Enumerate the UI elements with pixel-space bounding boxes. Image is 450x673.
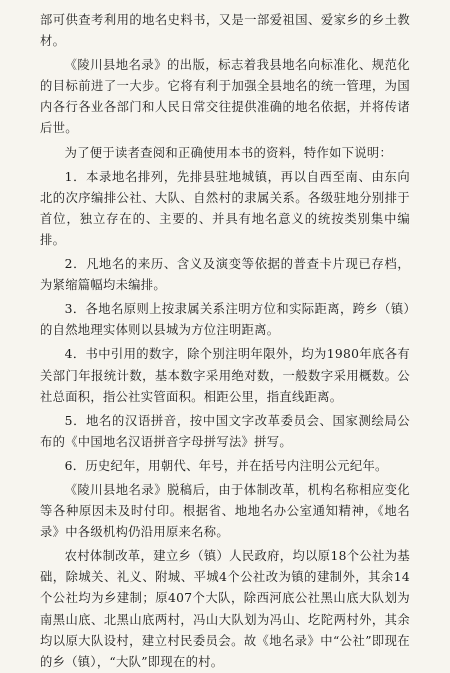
note-3-distance: 3．各地名原则上按隶属关系注明方位和实际距离，跨乡（镇）的自然地理实体则以县城为方位注明距离。: [40, 302, 410, 338]
note-1-arrangement: 1．本录地名排列，先排县驻地城镇，再以自西至南、由东向北的次序编排公社、大队、自然村的隶属关系。各级驻地分别排于首位，独立存在的、主要的、并具有地名意义的统按类别集中编排。: [40, 169, 410, 247]
note-5-pinyin: 5．地名的汉语拼音，按中国文字改革委员会、国家测绘局公布的《中国地名汉语拼音字母拼写法》拼写。: [40, 413, 410, 449]
paragraph-continuation: 部可供查考利用的地名史料书，又是一部爱祖国、爱家乡的乡土教材。: [40, 13, 410, 49]
note-4-statistics: 4．书中引用的数字，除个别注明年限外，均为1980年底各有关部门年报统计数，基本数字采用绝对数，一般数字采用概数。公社总面积，指公社实管面积。相距公里，指直线距离。: [40, 347, 410, 404]
note-2-origins: 2．凡地名的来历、含义及演变等依据的普查卡片现已存档，为紧缩篇幅均未编排。: [40, 257, 410, 293]
note-6-chronology: 6．历史纪年，用朝代、年号，并在括号内注明公元纪年。: [64, 458, 388, 473]
paragraph-usage-intro: 为了便于读者查阅和正确使用本书的资料，特作如下说明：: [64, 145, 393, 160]
paragraph-publication-significance: 《陵川县地名录》的出版，标志着我县地名向标准化、规范化的目标前进了一大步。它将有利于加强全县地名的统一管理，为国内各行各业各部门和人民日常交往提供准确的地名依据，并将传诸后世。: [40, 58, 410, 136]
paragraph-rural-reform: 农村体制改革，建立乡（镇）人民政府，均以原18个公社为基础，除城关、礼义、附城、平城4个公社改为镇的建制外，其余14个公社均为乡建制；原407个大队，除西河底公社黑山底大队划为南黑山底、北黑山底两村，冯山大队划为冯山、圪陀两村外，其余均以原大队设村，建立村民委员会。故《地名录》中“公社”即现在的乡（镇），“大队”即现在的村。: [40, 549, 410, 669]
paragraph-institution-names: 《陵川县地名录》脱稿后，由于体制改革，机构名称相应变化等各种原因未及时付印。根据省、地地名办公室通知精神，《地名录》中各级机构仍沿用原来名称。: [40, 482, 410, 540]
